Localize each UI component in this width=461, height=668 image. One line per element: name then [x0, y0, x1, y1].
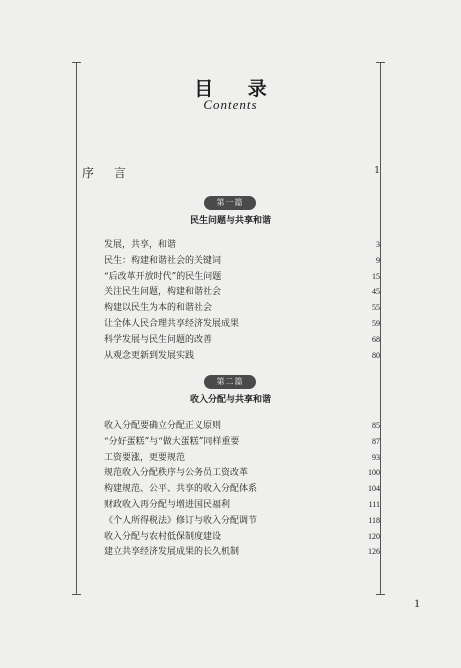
- left-rule-bottom-tick: [72, 594, 81, 595]
- toc-entry-title: 民生：构建和谐社会的关键词: [104, 255, 222, 266]
- toc-entry[interactable]: [104, 544, 380, 560]
- toc-entry-title: 关注民生问题，构建和谐社会: [104, 287, 222, 298]
- page-number: 1: [414, 596, 420, 610]
- toc-entry-title: 工资要涨，更要规范: [104, 452, 186, 463]
- toc-entry[interactable]: [104, 300, 380, 316]
- toc-entry[interactable]: [104, 316, 380, 332]
- toc-entry[interactable]: [104, 513, 380, 529]
- toc-entry-preface[interactable]: [82, 164, 380, 181]
- toc-entry-page: 118: [368, 515, 380, 525]
- toc-entry-title: 规范收入分配秩序与公务员工资改革: [104, 468, 249, 479]
- toc-entry[interactable]: [104, 529, 380, 545]
- toc-entry-page: 126: [368, 547, 380, 557]
- toc-entry-page: 85: [372, 421, 380, 430]
- part-1-badge: 第一篇: [204, 196, 256, 210]
- right-border-rule: [380, 62, 381, 594]
- toc-entry-page: 59: [372, 318, 380, 328]
- toc-entry-page: 100: [368, 468, 380, 478]
- toc-entry[interactable]: [104, 450, 380, 466]
- toc-entry-title: 构建规范、公平、共享的收入分配体系: [104, 484, 258, 495]
- part-1-entry-list: [104, 237, 380, 363]
- right-rule-bottom-tick: [376, 594, 385, 595]
- toc-entry[interactable]: [104, 481, 380, 497]
- toc-entry-title: 收入分配与农村低保制度建设: [104, 531, 222, 542]
- toc-entry-page: 111: [368, 499, 380, 509]
- toc-entry-page: 9: [376, 255, 380, 265]
- toc-entry[interactable]: [104, 497, 380, 513]
- toc-entry-title: 科学发展与民生问题的改善: [104, 334, 213, 345]
- toc-entry[interactable]: [104, 348, 380, 364]
- toc-entry[interactable]: [104, 284, 380, 300]
- toc-entry-page: 120: [368, 531, 380, 541]
- toc-entry-page: 87: [372, 436, 380, 446]
- toc-entry[interactable]: [104, 418, 380, 434]
- toc-entry[interactable]: [104, 269, 380, 285]
- part-2-title: 收入分配与共享和谐: [189, 395, 271, 405]
- toc-entry[interactable]: [104, 465, 380, 481]
- toc-entry-title: 收入分配要确立分配正义原则: [104, 421, 222, 431]
- right-rule-top-tick: [376, 62, 385, 63]
- toc-entry-page: 68: [372, 334, 380, 344]
- page-subtitle: Contents: [203, 97, 258, 112]
- part-1-title: 民生问题与共享和谐: [189, 216, 271, 226]
- toc-entry[interactable]: [104, 332, 380, 348]
- toc-entry-page: 55: [372, 303, 380, 313]
- toc-entry-page: 3: [376, 240, 380, 249]
- left-border-rule: [76, 62, 77, 594]
- toc-entry-title: 建立共享经济发展成果的长久机制: [104, 547, 240, 558]
- toc-entry-title: 财政收入再分配与增进国民福利: [104, 499, 231, 510]
- toc-entry[interactable]: [104, 434, 380, 450]
- left-rule-top-tick: [72, 62, 81, 63]
- part-2-badge: 第二篇: [204, 375, 256, 389]
- toc-entry-page: 15: [372, 271, 380, 281]
- page-title: 目 录: [194, 78, 281, 100]
- toc-entry-title: 从观念更新到发展实践: [104, 350, 195, 361]
- toc-entry[interactable]: [104, 237, 380, 253]
- toc-entry-page: 1: [374, 166, 380, 176]
- toc-entry-page: 45: [372, 287, 380, 297]
- toc-entry-title: 序 言: [82, 166, 134, 180]
- toc-entry-title: “后改革开放时代”的民生问题: [104, 271, 222, 282]
- toc-entry-title: “分好蛋糕”与“做大蛋糕”同样重要: [104, 436, 240, 447]
- toc-entry-title: 发展，共享，和谐: [104, 240, 177, 250]
- toc-entry-title: 《个人所得税法》修订与收入分配调节: [104, 515, 258, 526]
- toc-entry-page: 104: [368, 484, 380, 494]
- part-2-entry-list: [104, 418, 380, 560]
- toc-entry-page: 80: [372, 350, 380, 360]
- toc-entry-title: 构建以民生为本的和谐社会: [104, 303, 213, 314]
- toc-entry[interactable]: [104, 253, 380, 269]
- toc-entry-page: 93: [372, 452, 380, 462]
- toc-entry-title: 让全体人民合理共享经济发展成果: [104, 318, 240, 329]
